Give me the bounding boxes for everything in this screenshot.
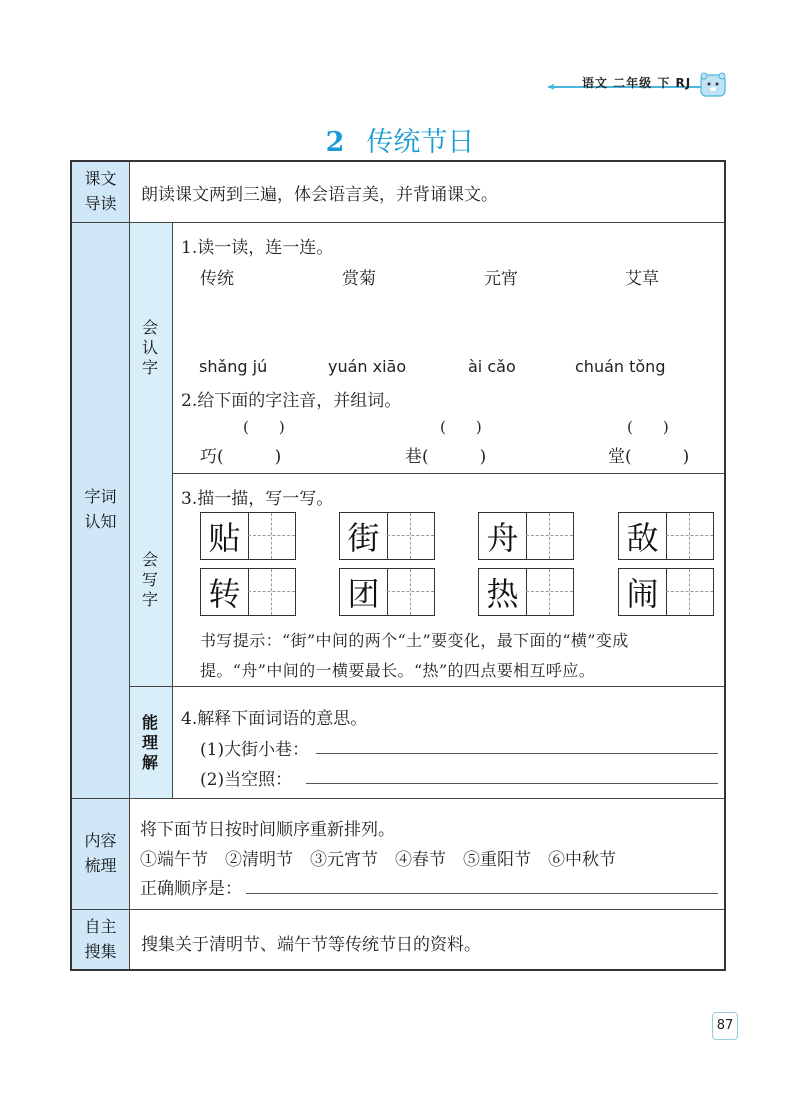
lesson-number: 2 [325,127,345,158]
question-2: 2.给下面的字注音，并组词。 [181,391,402,411]
zizhu-content: 搜集关于清明节、端午节等传统节日的资料。 [141,935,481,955]
model-char: 转 [208,574,241,613]
row-divider [172,473,724,474]
row-divider [72,222,724,223]
label-neirong-shuli: 内容 梳理 [84,831,117,875]
model-char: 贴 [208,518,241,557]
question-1: 1.读一读，连一连。 [181,238,334,258]
model-char: 团 [347,574,380,613]
order-answer-line[interactable] [246,893,718,894]
writing-grid[interactable] [618,568,714,616]
writing-grid[interactable] [478,568,574,616]
writing-grid[interactable] [478,512,574,560]
writing-grid[interactable] [200,568,296,616]
answer-line-2[interactable] [306,783,718,784]
pinyin-item[interactable]: shǎng jú [199,357,268,376]
pinyin-item[interactable]: chuán tǒng [575,357,666,376]
writing-tip-line-2: 提。“舟”中间的一横要最长。“热”的四点要相互呼应。 [200,661,596,680]
pinyin-blank[interactable]: ( ) [627,418,669,436]
writing-grid[interactable] [200,512,296,560]
kewen-content: 朗读课文两到三遍，体会语言美，并背诵课文。 [141,185,498,205]
word-item[interactable]: 元宵 [484,269,518,289]
writing-grid[interactable] [339,512,435,560]
pinyin-blank[interactable]: ( ) [440,418,482,436]
festival-options: ①端午节 ②清明节 ③元宵节 ④春节 ⑤重阳节 ⑥中秋节 [140,850,616,870]
char-compose-item[interactable]: 堂( ) [608,447,690,467]
bear-mascot-icon [699,72,727,98]
char-compose-item[interactable]: 巷( ) [405,447,487,467]
label-neng-li-jie: 能 理 解 [141,713,158,772]
writing-tip-line-1: 书写提示：“街”中间的两个“土”要变化，最下面的“横”变成 [200,631,629,650]
model-char: 敌 [626,518,659,557]
page-title [0,120,800,159]
page-number: 87 [712,1012,738,1040]
question-3: 3.描一描，写一写。 [181,489,334,509]
model-char: 舟 [486,518,519,557]
header-text: 语文 二年级 下 RJ [582,76,692,90]
header-arrow-icon: ◂ [548,79,555,93]
label-hui-ren-zi: 会 认 字 [141,318,158,377]
row-divider [72,798,724,799]
pinyin-item[interactable]: ài cǎo [468,357,516,376]
explain-item-1: (1)大街小巷： [200,740,310,760]
pinyin-item[interactable]: yuán xiāo [328,357,407,376]
answer-label: 正确顺序是： [140,879,242,899]
col-divider [172,222,173,798]
word-item[interactable]: 传统 [200,269,234,289]
model-char: 热 [486,574,519,613]
explain-item-2: (2)当空照： [200,770,293,790]
pinyin-blank[interactable]: ( ) [243,418,285,436]
label-hui-xie-zi: 会 写 字 [141,550,158,609]
answer-line-1[interactable] [316,753,718,754]
model-char: 闹 [626,574,659,613]
char-compose-item[interactable]: 巧( ) [200,447,282,467]
model-char: 街 [347,518,380,557]
row-divider [129,686,724,687]
col-divider [129,162,130,969]
label-kewen-daodu: 课文 导读 [84,169,117,213]
writing-grid[interactable] [618,512,714,560]
row-divider [72,909,724,910]
lesson-title: 传统节日 [366,127,475,158]
word-item[interactable]: 艾草 [625,269,659,289]
writing-grid[interactable] [339,568,435,616]
question-4: 4.解释下面词语的意思。 [181,709,368,729]
label-zizhu-souji: 自主 搜集 [84,917,117,961]
label-zici-renzhi: 字词 认知 [84,487,117,531]
word-item[interactable]: 赏菊 [342,269,376,289]
order-instruction: 将下面节日按时间顺序重新排列。 [140,820,395,840]
